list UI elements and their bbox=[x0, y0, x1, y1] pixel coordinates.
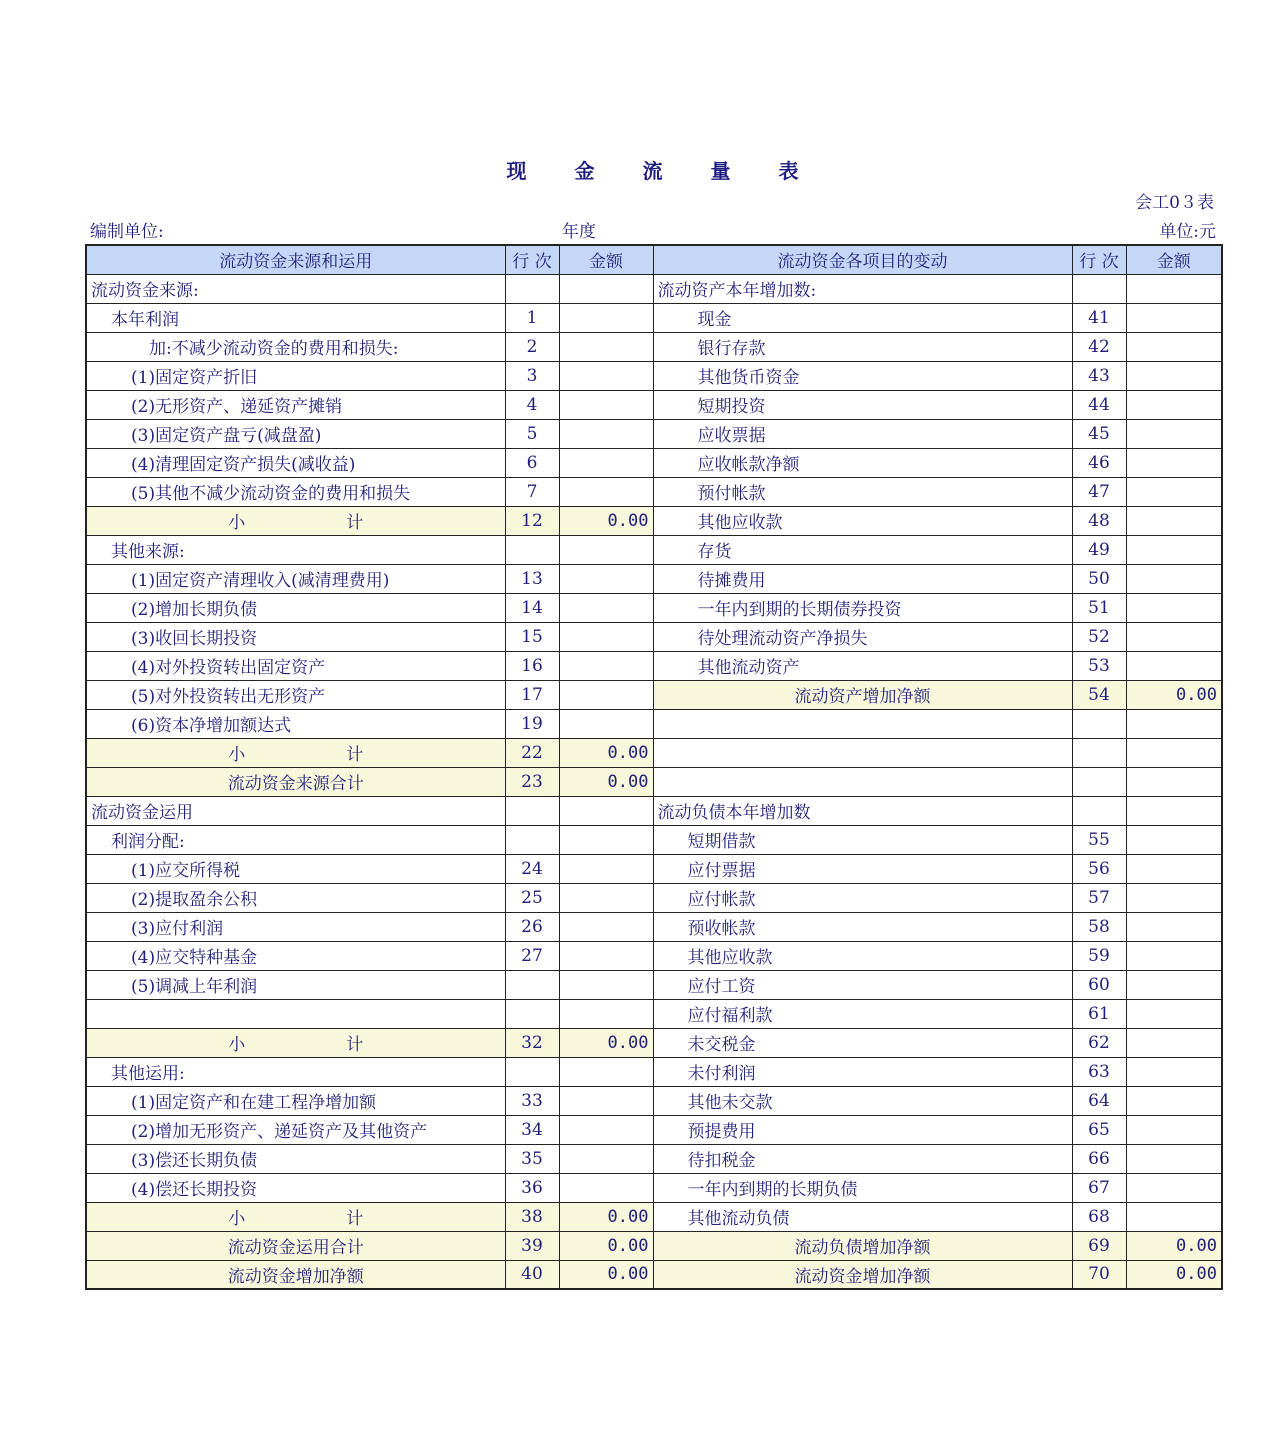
table-row bbox=[86, 564, 1222, 593]
left-item-label bbox=[86, 999, 505, 1028]
right-amount-cell[interactable] bbox=[1126, 506, 1222, 535]
left-item-label: 小 计 bbox=[86, 506, 505, 535]
left-item-label: 本年利润 bbox=[86, 303, 505, 332]
left-line-number: 6 bbox=[505, 448, 559, 477]
table-row bbox=[86, 1231, 1222, 1260]
title-char: 现 bbox=[506, 159, 527, 183]
right-amount-cell[interactable] bbox=[1126, 535, 1222, 564]
table-row bbox=[86, 1260, 1222, 1289]
left-line-number bbox=[505, 535, 559, 564]
header-left-amount: 金额 bbox=[559, 245, 653, 274]
cash-flow-table bbox=[85, 244, 1223, 1290]
left-line-number: 14 bbox=[505, 593, 559, 622]
right-line-number: 52 bbox=[1072, 622, 1126, 651]
table-row bbox=[86, 506, 1222, 535]
form-number: 会工0３表 bbox=[1135, 193, 1214, 213]
right-line-number bbox=[1072, 709, 1126, 738]
table-row bbox=[86, 999, 1222, 1028]
right-amount-cell[interactable] bbox=[1126, 390, 1222, 419]
left-item-label: (4)对外投资转出固定资产 bbox=[86, 651, 505, 680]
left-line-number: 23 bbox=[505, 767, 559, 796]
right-item-label: 未付利润 bbox=[653, 1057, 1072, 1086]
right-amount-cell[interactable] bbox=[1126, 1086, 1222, 1115]
right-item-label: 其他未交款 bbox=[653, 1086, 1072, 1115]
left-amount-cell[interactable] bbox=[559, 419, 653, 448]
right-line-number: 58 bbox=[1072, 912, 1126, 941]
table-row bbox=[86, 332, 1222, 361]
left-item-label: (5)其他不减少流动资金的费用和损失 bbox=[86, 477, 505, 506]
right-amount-cell[interactable] bbox=[1126, 448, 1222, 477]
right-line-number: 55 bbox=[1072, 825, 1126, 854]
left-amount-cell[interactable]: 0.00 bbox=[559, 767, 653, 796]
left-item-label: (1)固定资产和在建工程净增加额 bbox=[86, 1086, 505, 1115]
right-amount-cell[interactable] bbox=[1126, 477, 1222, 506]
left-line-number: 15 bbox=[505, 622, 559, 651]
left-item-label: (3)收回长期投资 bbox=[86, 622, 505, 651]
left-amount-cell[interactable] bbox=[559, 912, 653, 941]
table-row bbox=[86, 738, 1222, 767]
right-item-label: 流动资金增加净额 bbox=[653, 1260, 1072, 1289]
right-amount-cell[interactable]: 0.00 bbox=[1126, 1231, 1222, 1260]
right-amount-cell[interactable] bbox=[1126, 854, 1222, 883]
table-row bbox=[86, 448, 1222, 477]
left-amount-cell[interactable] bbox=[559, 303, 653, 332]
right-amount-cell[interactable] bbox=[1126, 1028, 1222, 1057]
right-amount-cell[interactable] bbox=[1126, 767, 1222, 796]
right-amount-cell[interactable] bbox=[1126, 332, 1222, 361]
left-line-number: 38 bbox=[505, 1202, 559, 1231]
left-line-number: 17 bbox=[505, 680, 559, 709]
right-line-number: 63 bbox=[1072, 1057, 1126, 1086]
left-line-number: 40 bbox=[505, 1260, 559, 1289]
left-amount-cell[interactable] bbox=[559, 1173, 653, 1202]
right-amount-cell[interactable] bbox=[1126, 941, 1222, 970]
left-line-number: 4 bbox=[505, 390, 559, 419]
right-item-label: 待处理流动资产净损失 bbox=[653, 622, 1072, 651]
right-line-number: 42 bbox=[1072, 332, 1126, 361]
title-char: 金 bbox=[574, 159, 595, 183]
left-line-number: 24 bbox=[505, 854, 559, 883]
right-amount-cell[interactable] bbox=[1126, 1173, 1222, 1202]
left-amount-cell[interactable] bbox=[559, 332, 653, 361]
left-amount-cell[interactable] bbox=[559, 448, 653, 477]
report-title bbox=[0, 155, 1280, 184]
right-item-label: 短期投资 bbox=[653, 390, 1072, 419]
left-amount-cell[interactable] bbox=[559, 941, 653, 970]
left-item-label: (3)偿还长期负债 bbox=[86, 1144, 505, 1173]
right-line-number bbox=[1072, 738, 1126, 767]
right-item-label bbox=[653, 709, 1072, 738]
header-left-line: 行 次 bbox=[505, 245, 559, 274]
left-item-label: 加:不减少流动资金的费用和损失: bbox=[86, 332, 505, 361]
left-line-number: 34 bbox=[505, 1115, 559, 1144]
table-row bbox=[86, 680, 1222, 709]
title-char: 表 bbox=[778, 159, 799, 183]
right-amount-cell[interactable] bbox=[1126, 651, 1222, 680]
right-line-number: 60 bbox=[1072, 970, 1126, 999]
table-row bbox=[86, 1202, 1222, 1231]
right-amount-cell[interactable] bbox=[1126, 593, 1222, 622]
left-line-number: 33 bbox=[505, 1086, 559, 1115]
table-row bbox=[86, 1057, 1222, 1086]
title-char: 流 bbox=[642, 159, 663, 183]
right-line-number: 54 bbox=[1072, 680, 1126, 709]
left-amount-cell[interactable]: 0.00 bbox=[559, 738, 653, 767]
left-item-label: 小 计 bbox=[86, 738, 505, 767]
right-amount-cell[interactable] bbox=[1126, 825, 1222, 854]
right-line-number: 49 bbox=[1072, 535, 1126, 564]
left-amount-cell[interactable] bbox=[559, 825, 653, 854]
left-amount-cell[interactable] bbox=[559, 1115, 653, 1144]
right-amount-cell[interactable] bbox=[1126, 1057, 1222, 1086]
left-line-number: 26 bbox=[505, 912, 559, 941]
unit-label: 单位:元 bbox=[1159, 222, 1216, 242]
right-line-number: 41 bbox=[1072, 303, 1126, 332]
left-item-label: (3)应付利润 bbox=[86, 912, 505, 941]
right-item-label: 预提费用 bbox=[653, 1115, 1072, 1144]
left-line-number: 13 bbox=[505, 564, 559, 593]
right-item-label: 流动资产增加净额 bbox=[653, 680, 1072, 709]
left-amount-cell[interactable] bbox=[559, 390, 653, 419]
right-amount-cell[interactable] bbox=[1126, 999, 1222, 1028]
left-amount-cell[interactable] bbox=[559, 1144, 653, 1173]
left-item-label: (1)固定资产折旧 bbox=[86, 361, 505, 390]
right-item-label: 流动资产本年增加数: bbox=[653, 274, 1072, 303]
right-line-number: 62 bbox=[1072, 1028, 1126, 1057]
table-row bbox=[86, 477, 1222, 506]
left-line-number: 32 bbox=[505, 1028, 559, 1057]
right-amount-cell[interactable] bbox=[1126, 709, 1222, 738]
right-amount-cell[interactable] bbox=[1126, 1115, 1222, 1144]
right-item-label: 其他应收款 bbox=[653, 941, 1072, 970]
right-line-number: 56 bbox=[1072, 854, 1126, 883]
right-line-number bbox=[1072, 274, 1126, 303]
right-line-number: 64 bbox=[1072, 1086, 1126, 1115]
right-amount-cell[interactable] bbox=[1126, 1144, 1222, 1173]
right-line-number bbox=[1072, 796, 1126, 825]
table-row bbox=[86, 390, 1222, 419]
left-line-number bbox=[505, 970, 559, 999]
left-amount-cell[interactable]: 0.00 bbox=[559, 1202, 653, 1231]
right-item-label: 待摊费用 bbox=[653, 564, 1072, 593]
right-item-label: 流动负债增加净额 bbox=[653, 1231, 1072, 1260]
left-line-number: 27 bbox=[505, 941, 559, 970]
table-row bbox=[86, 303, 1222, 332]
left-item-label: 其他运用: bbox=[86, 1057, 505, 1086]
right-amount-cell[interactable] bbox=[1126, 912, 1222, 941]
table-row bbox=[86, 825, 1222, 854]
right-amount-cell[interactable] bbox=[1126, 796, 1222, 825]
right-item-label: 其他流动负债 bbox=[653, 1202, 1072, 1231]
table-row bbox=[86, 419, 1222, 448]
right-line-number: 43 bbox=[1072, 361, 1126, 390]
right-line-number: 61 bbox=[1072, 999, 1126, 1028]
right-item-label: 银行存款 bbox=[653, 332, 1072, 361]
right-amount-cell[interactable] bbox=[1126, 303, 1222, 332]
left-amount-cell[interactable] bbox=[559, 854, 653, 883]
right-amount-cell[interactable] bbox=[1126, 274, 1222, 303]
right-line-number: 45 bbox=[1072, 419, 1126, 448]
right-item-label: 其他流动资产 bbox=[653, 651, 1072, 680]
left-line-number: 22 bbox=[505, 738, 559, 767]
right-item-label: 一年内到期的长期债券投资 bbox=[653, 593, 1072, 622]
left-amount-cell[interactable] bbox=[559, 535, 653, 564]
left-amount-cell[interactable] bbox=[559, 796, 653, 825]
table-row bbox=[86, 709, 1222, 738]
org-label: 编制单位: bbox=[90, 222, 164, 242]
left-amount-cell[interactable] bbox=[559, 1057, 653, 1086]
right-item-label: 预付帐款 bbox=[653, 477, 1072, 506]
right-amount-cell[interactable] bbox=[1126, 361, 1222, 390]
left-item-label: 其他来源: bbox=[86, 535, 505, 564]
left-item-label: 流动资金增加净额 bbox=[86, 1260, 505, 1289]
left-item-label: (2)无形资产、递延资产摊销 bbox=[86, 390, 505, 419]
left-line-number bbox=[505, 274, 559, 303]
left-item-label: (3)固定资产盘亏(减盘盈) bbox=[86, 419, 505, 448]
table-row bbox=[86, 535, 1222, 564]
left-item-label: (2)增加无形资产、递延资产及其他资产 bbox=[86, 1115, 505, 1144]
header-right-item: 流动资金各项目的变动 bbox=[653, 245, 1072, 274]
left-item-label: (5)对外投资转出无形资产 bbox=[86, 680, 505, 709]
right-item-label: 其他应收款 bbox=[653, 506, 1072, 535]
left-line-number: 2 bbox=[505, 332, 559, 361]
right-item-label: 现金 bbox=[653, 303, 1072, 332]
left-amount-cell[interactable] bbox=[559, 593, 653, 622]
right-item-label: 未交税金 bbox=[653, 1028, 1072, 1057]
left-amount-cell[interactable] bbox=[559, 883, 653, 912]
header-right-line: 行 次 bbox=[1072, 245, 1126, 274]
table-header-row bbox=[86, 245, 1222, 274]
left-item-label: (4)清理固定资产损失(减收益) bbox=[86, 448, 505, 477]
left-item-label: 流动资金运用合计 bbox=[86, 1231, 505, 1260]
table-row bbox=[86, 1086, 1222, 1115]
right-amount-cell[interactable] bbox=[1126, 883, 1222, 912]
report-meta bbox=[90, 217, 1216, 241]
header-right-amount: 金额 bbox=[1126, 245, 1222, 274]
right-line-number: 51 bbox=[1072, 593, 1126, 622]
right-line-number: 69 bbox=[1072, 1231, 1126, 1260]
right-item-label: 其他货币资金 bbox=[653, 361, 1072, 390]
table-row bbox=[86, 622, 1222, 651]
right-line-number bbox=[1072, 767, 1126, 796]
right-item-label: 应付票据 bbox=[653, 854, 1072, 883]
left-amount-cell[interactable] bbox=[559, 680, 653, 709]
header-left-item: 流动资金来源和运用 bbox=[86, 245, 505, 274]
table-row bbox=[86, 1115, 1222, 1144]
left-item-label: (2)提取盈余公积 bbox=[86, 883, 505, 912]
right-amount-cell[interactable] bbox=[1126, 564, 1222, 593]
right-item-label: 短期借款 bbox=[653, 825, 1072, 854]
left-amount-cell[interactable] bbox=[559, 361, 653, 390]
right-item-label: 应收帐款净额 bbox=[653, 448, 1072, 477]
left-amount-cell[interactable] bbox=[559, 1086, 653, 1115]
table-row bbox=[86, 1028, 1222, 1057]
left-line-number bbox=[505, 999, 559, 1028]
left-line-number: 12 bbox=[505, 506, 559, 535]
table-row bbox=[86, 854, 1222, 883]
left-amount-cell[interactable]: 0.00 bbox=[559, 506, 653, 535]
right-amount-cell[interactable] bbox=[1126, 1202, 1222, 1231]
left-amount-cell[interactable] bbox=[559, 274, 653, 303]
left-item-label: 小 计 bbox=[86, 1028, 505, 1057]
right-line-number: 44 bbox=[1072, 390, 1126, 419]
right-item-label: 应付帐款 bbox=[653, 883, 1072, 912]
right-amount-cell[interactable] bbox=[1126, 622, 1222, 651]
table-row bbox=[86, 1173, 1222, 1202]
left-line-number: 5 bbox=[505, 419, 559, 448]
right-item-label: 应付工资 bbox=[653, 970, 1072, 999]
left-item-label: 利润分配: bbox=[86, 825, 505, 854]
table-row bbox=[86, 361, 1222, 390]
right-line-number: 46 bbox=[1072, 448, 1126, 477]
left-amount-cell[interactable] bbox=[559, 999, 653, 1028]
right-line-number: 65 bbox=[1072, 1115, 1126, 1144]
right-line-number: 47 bbox=[1072, 477, 1126, 506]
table-row bbox=[86, 767, 1222, 796]
left-item-label: (1)固定资产清理收入(减清理费用) bbox=[86, 564, 505, 593]
table-row bbox=[86, 796, 1222, 825]
left-item-label: (2)增加长期负债 bbox=[86, 593, 505, 622]
left-line-number bbox=[505, 825, 559, 854]
left-line-number: 1 bbox=[505, 303, 559, 332]
table-row bbox=[86, 274, 1222, 303]
table-row bbox=[86, 912, 1222, 941]
left-item-label: (5)调减上年利润 bbox=[86, 970, 505, 999]
table-row bbox=[86, 1144, 1222, 1173]
right-line-number: 66 bbox=[1072, 1144, 1126, 1173]
right-item-label: 应付福利款 bbox=[653, 999, 1072, 1028]
left-line-number: 25 bbox=[505, 883, 559, 912]
right-item-label: 预收帐款 bbox=[653, 912, 1072, 941]
right-line-number: 70 bbox=[1072, 1260, 1126, 1289]
right-item-label bbox=[653, 767, 1072, 796]
left-line-number: 16 bbox=[505, 651, 559, 680]
left-amount-cell[interactable]: 0.00 bbox=[559, 1260, 653, 1289]
left-line-number: 39 bbox=[505, 1231, 559, 1260]
left-item-label: 流动资金运用 bbox=[86, 796, 505, 825]
left-line-number: 3 bbox=[505, 361, 559, 390]
left-item-label: 小 计 bbox=[86, 1202, 505, 1231]
left-line-number: 7 bbox=[505, 477, 559, 506]
right-item-label: 存货 bbox=[653, 535, 1072, 564]
table-row bbox=[86, 970, 1222, 999]
right-amount-cell[interactable] bbox=[1126, 970, 1222, 999]
year-label: 年度 bbox=[562, 222, 596, 242]
right-item-label bbox=[653, 738, 1072, 767]
right-line-number: 50 bbox=[1072, 564, 1126, 593]
right-item-label: 一年内到期的长期负债 bbox=[653, 1173, 1072, 1202]
right-item-label: 应收票据 bbox=[653, 419, 1072, 448]
left-item-label: (4)应交特种基金 bbox=[86, 941, 505, 970]
right-amount-cell[interactable]: 0.00 bbox=[1126, 680, 1222, 709]
right-item-label: 待扣税金 bbox=[653, 1144, 1072, 1173]
left-amount-cell[interactable] bbox=[559, 709, 653, 738]
table-row bbox=[86, 651, 1222, 680]
right-amount-cell[interactable] bbox=[1126, 738, 1222, 767]
left-line-number: 36 bbox=[505, 1173, 559, 1202]
right-line-number: 57 bbox=[1072, 883, 1126, 912]
left-amount-cell[interactable] bbox=[559, 477, 653, 506]
left-amount-cell[interactable]: 0.00 bbox=[559, 1231, 653, 1260]
left-item-label: (1)应交所得税 bbox=[86, 854, 505, 883]
left-amount-cell[interactable] bbox=[559, 651, 653, 680]
left-item-label: (4)偿还长期投资 bbox=[86, 1173, 505, 1202]
left-line-number: 19 bbox=[505, 709, 559, 738]
table-row bbox=[86, 941, 1222, 970]
right-amount-cell[interactable] bbox=[1126, 419, 1222, 448]
left-line-number bbox=[505, 1057, 559, 1086]
right-line-number: 59 bbox=[1072, 941, 1126, 970]
left-line-number: 35 bbox=[505, 1144, 559, 1173]
left-item-label: 流动资金来源: bbox=[86, 274, 505, 303]
table-row bbox=[86, 883, 1222, 912]
left-line-number bbox=[505, 796, 559, 825]
left-item-label: (6)资本净增加额达式 bbox=[86, 709, 505, 738]
left-amount-cell[interactable] bbox=[559, 564, 653, 593]
left-item-label: 流动资金来源合计 bbox=[86, 767, 505, 796]
right-amount-cell[interactable]: 0.00 bbox=[1126, 1260, 1222, 1289]
left-amount-cell[interactable] bbox=[559, 622, 653, 651]
right-line-number: 53 bbox=[1072, 651, 1126, 680]
right-line-number: 48 bbox=[1072, 506, 1126, 535]
left-amount-cell[interactable] bbox=[559, 970, 653, 999]
left-amount-cell[interactable]: 0.00 bbox=[559, 1028, 653, 1057]
table-row bbox=[86, 593, 1222, 622]
right-line-number: 68 bbox=[1072, 1202, 1126, 1231]
right-line-number: 67 bbox=[1072, 1173, 1126, 1202]
title-char: 量 bbox=[710, 159, 731, 183]
right-item-label: 流动负债本年增加数 bbox=[653, 796, 1072, 825]
